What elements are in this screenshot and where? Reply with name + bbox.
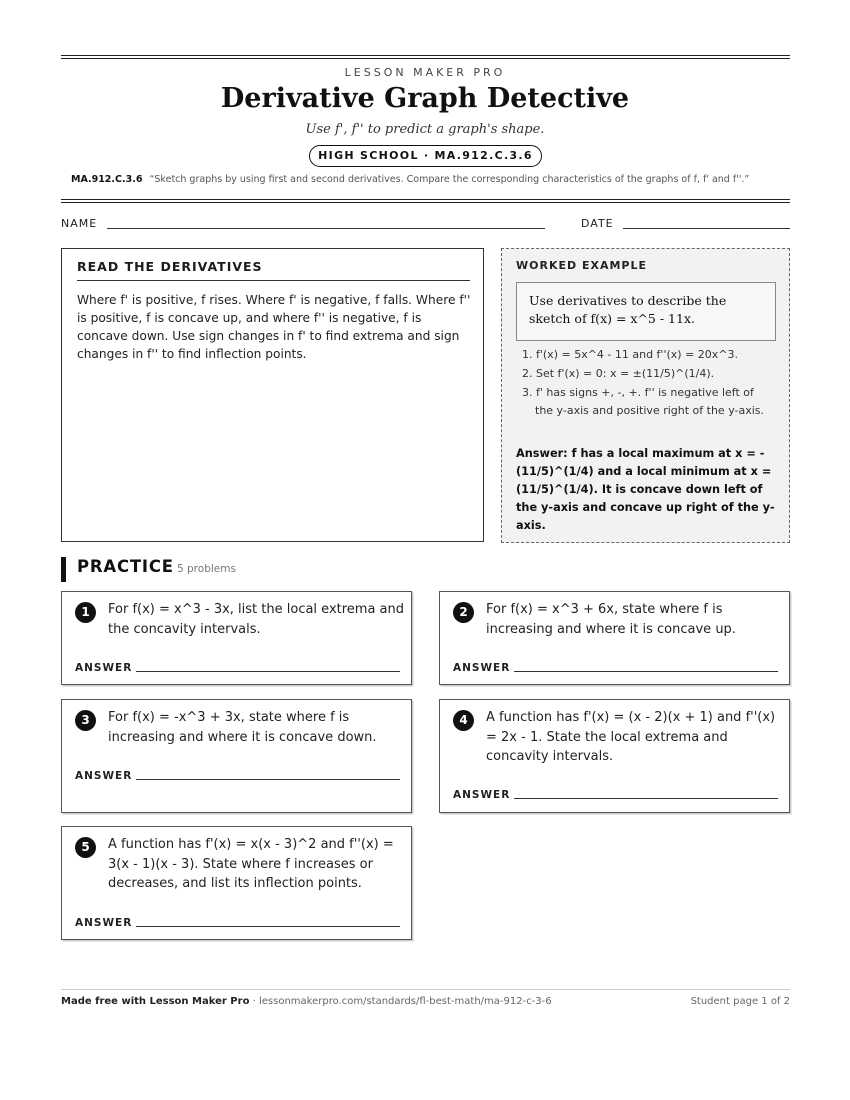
problem-number: 1	[75, 602, 96, 623]
read-body: Where f' is positive, f rises. Where f' is negative, f falls. Where f'' is positive, f is concave up, and where f'' is negative, f is concave down. Use sign changes in f' to find extrema and sign changes in f'' to find inflection points.	[77, 293, 471, 361]
header-rule	[61, 58, 790, 59]
header-rule	[61, 202, 790, 203]
read-the-derivatives-box	[61, 248, 484, 542]
answer-field[interactable]	[136, 926, 400, 927]
worked-answer: Answer: f has a local maximum at x = -(11/5)^(1/4) and a local minimum at x = (11/5)^(1/4). It is concave down left of the y-axis and concave up right of the y-axis.	[516, 447, 775, 532]
read-heading: READ THE DERIVATIVES	[77, 259, 470, 281]
answer-label: ANSWER	[453, 662, 511, 674]
worked-heading: WORKED EXAMPLE	[516, 259, 647, 272]
worked-step: 1. f'(x) = 5x^4 - 11 and f''(x) = 20x^3.	[522, 348, 739, 361]
worked-step: 2. Set f'(x) = 0: x = ±(11/5)^(1/4).	[522, 367, 715, 380]
problem-number: 3	[75, 710, 96, 731]
answer-label: ANSWER	[453, 789, 511, 801]
problem-text: A function has f'(x) = x(x - 3)^2 and f''(x) = 3(x - 1)(x - 3). State where f increases or decreases, and list its inflection points.	[108, 837, 394, 891]
header-rule	[61, 55, 790, 56]
problem-text: For f(x) = x^3 + 6x, state where f is increasing and where it is concave up.	[486, 602, 736, 637]
problem-text: A function has f'(x) = (x - 2)(x + 1) and f''(x) = 2x - 1. State the local extrema and concavity intervals.	[486, 710, 776, 764]
date-field[interactable]	[623, 228, 790, 229]
answer-label: ANSWER	[75, 770, 133, 782]
brand-label: LESSON MAKER PRO	[344, 66, 506, 79]
problem-number: 4	[453, 710, 474, 731]
date-label: DATE	[581, 217, 614, 230]
practice-problem-card	[61, 591, 412, 685]
header-rule	[61, 199, 790, 200]
standard-text: “Sketch graphs by using first and second derivatives. Compare the corresponding characteristics of the graphs of f, f' and f''.”	[149, 174, 750, 185]
answer-field[interactable]	[514, 798, 778, 799]
level-badge: HIGH SCHOOL · MA.912.C.3.6	[309, 145, 542, 167]
footer-page-number: Student page 1 of 2	[690, 996, 790, 1007]
practice-problem-card	[61, 699, 412, 813]
answer-label: ANSWER	[75, 662, 133, 674]
worked-step: 3. f' has signs +, -, +. f'' is negative left of the y-axis and positive right of the y-axis.	[522, 386, 765, 417]
footer-credit	[61, 996, 552, 1007]
problem-text: For f(x) = x^3 - 3x, list the local extrema and the concavity intervals.	[108, 602, 405, 637]
footer-rule	[61, 989, 790, 990]
problem-number: 5	[75, 837, 96, 858]
page-subtitle: Use f', f'' to predict a graph's shape.	[305, 122, 545, 137]
answer-field[interactable]	[514, 671, 778, 672]
problem-text: For f(x) = -x^3 + 3x, state where f is increasing and where it is concave down.	[108, 710, 377, 745]
practice-problem-card	[439, 699, 790, 813]
answer-label: ANSWER	[75, 917, 133, 929]
standard-line	[71, 174, 801, 185]
worked-example-box	[501, 248, 790, 543]
name-label: NAME	[61, 217, 98, 230]
footer-url[interactable]: · lessonmakerpro.com/standards/fl-best-math/ma-912-c-3-6	[252, 996, 552, 1007]
page-title: Derivative Graph Detective	[220, 83, 630, 114]
answer-field[interactable]	[136, 671, 400, 672]
practice-problem-card	[439, 591, 790, 685]
footer-made-with: Made free with Lesson Maker Pro	[61, 996, 250, 1007]
problem-number: 2	[453, 602, 474, 623]
practice-problem-card	[61, 826, 412, 940]
worked-steps	[516, 346, 771, 421]
practice-title: PRACTICE	[77, 557, 174, 576]
answer-field[interactable]	[136, 779, 400, 780]
standard-code: MA.912.C.3.6	[71, 174, 143, 185]
name-field[interactable]	[107, 228, 545, 229]
worked-problem: Use derivatives to describe the sketch of f(x) = x^5 - 11x.	[516, 282, 776, 341]
practice-count: 5 problems	[177, 563, 236, 575]
practice-accent-bar	[61, 557, 66, 582]
